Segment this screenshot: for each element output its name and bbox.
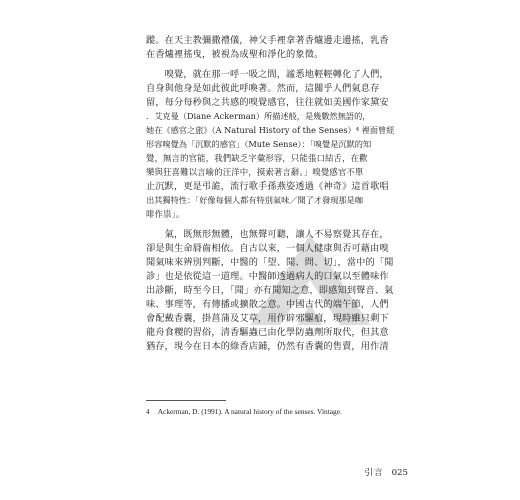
footnote-number: 4 bbox=[146, 407, 150, 416]
body-line: 味、事理等，有傳播或擴散之意。中國古代的端午節，人們 bbox=[146, 299, 389, 310]
footnote-text: Ackerman, D. (1991). A natural history of the senses. Vintage. bbox=[157, 407, 342, 416]
footnote bbox=[146, 407, 408, 417]
page-number: 025 bbox=[391, 468, 408, 478]
body-line: 樂與狂喜難以言喻的汪洋中，摸索著言辭。」嗅覺感官不單 bbox=[146, 167, 364, 177]
body-line: 留，每分每秒與之共感的嗅覺感官，往往就如美國作家黛安 bbox=[146, 97, 389, 108]
body-line: 龍舟食糭的習俗，清香驅蟲已由化學防蟲劑所取代，但其意 bbox=[146, 327, 389, 338]
section-label: 引言 bbox=[364, 468, 384, 478]
body-line: 在香爐裡搖曳，被視為成聖和淨化的象徵。 bbox=[146, 49, 324, 60]
body-line: ．艾克曼（Diane Ackerman）所描述般，是幾數然無語的， bbox=[146, 111, 371, 121]
body-line: 出其獨特性：「好像每個人都有特別氣味／聞了才發現那是咖 bbox=[146, 195, 363, 205]
body-line: 覺，無言的官能，我們缺乏字彙形容，只能張口結舌，在歡 bbox=[146, 153, 368, 163]
body-line: 自身與他身是如此彼此呼喚著。然而，這關乎人們氣息存 bbox=[146, 83, 380, 94]
body-line: 猶存，現今在日本的綠香店鋪，仍然有香囊的售賣，用作清 bbox=[146, 341, 389, 352]
body-line: 蹤。在天主教彌撒禮儀，神父手裡拿著香爐邊走邊搖，乳香 bbox=[146, 35, 389, 46]
page-footer bbox=[344, 466, 408, 478]
body-line: 會配戴香囊，掛菖蒲及艾草，用作辟邪驅瘟，現時雖只剩下 bbox=[146, 313, 389, 324]
body-line: 形容嗅覺為「沉默的感官」（Mute Sense）：「嗅覺是沉默的知 bbox=[146, 139, 372, 149]
body-line: 嗅覺，就在那一呼一吸之間，謐悉地輕輕轉化了人們， bbox=[146, 69, 389, 80]
body-line: 出診斷，時至今日，「聞」亦有聞知之意，即感知到聲音、氣 bbox=[146, 285, 394, 296]
body-line: 卻是與生命脣齒相依。自古以來，一個人健康與否可藉由嗅 bbox=[146, 243, 389, 254]
body-line: 診」也是依從這一道理。中醫師透過病人的口氣以至體味作 bbox=[146, 271, 389, 282]
footnote-divider bbox=[146, 400, 226, 401]
body-line: 氣，既無形無體，也無聲可聽，讓人不易察覺其存在， bbox=[146, 229, 389, 240]
body-line: 啡作祟」。 bbox=[146, 209, 185, 219]
body-line: 聞氣味來辨別判斷，中醫的「望、聞、問、切」，當中的「聞 bbox=[146, 257, 394, 268]
body-line: 止沉默，更是弔詭，流行歌手孫燕姿透過《神奇》這首歌唱 bbox=[146, 181, 389, 192]
body-line: 她在《感官之旅》（A Natural History of the Senses）⁴ 裡面曾經 bbox=[146, 125, 395, 135]
